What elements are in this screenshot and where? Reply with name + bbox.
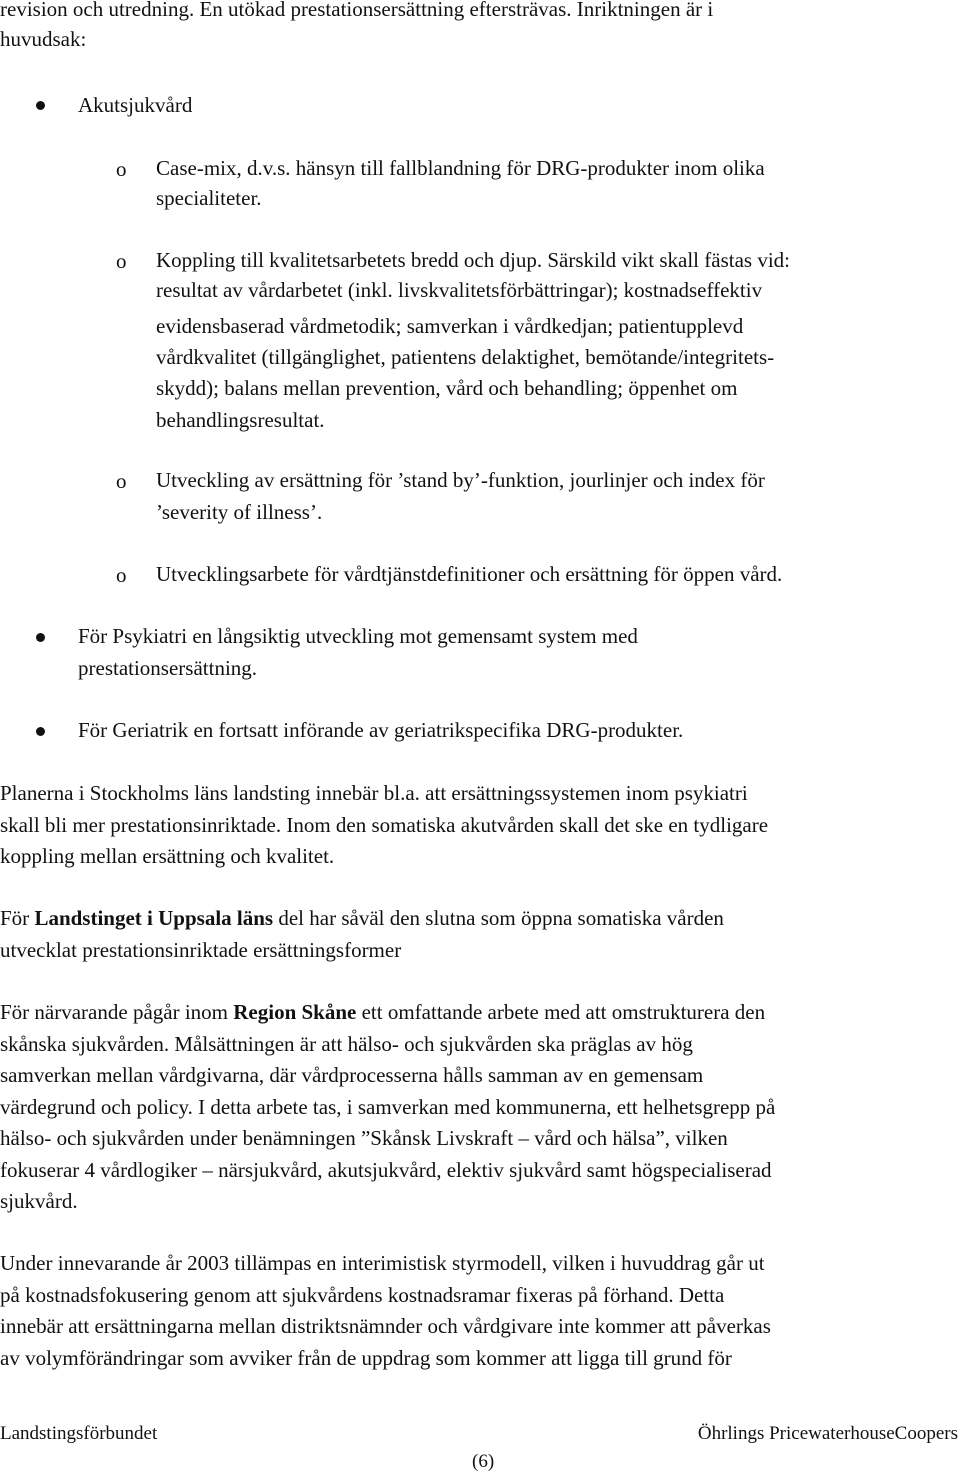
skane-line-3: samverkan mellan vårdgivarna, där vårdprocesserna hålls samman av en gemensam (0, 1063, 704, 1087)
sub-bullet-marker: o (116, 249, 127, 273)
bullet-dot (36, 633, 45, 642)
bullet-psykiatri-line-2: prestationsersättning. (78, 656, 258, 680)
subitem-koppling-line-2: resultat av vårdarbetet (inkl. livskvalitetsförbättringar); kostnadseffektiv (156, 278, 763, 302)
page-number: (6) (472, 1451, 495, 1472)
bullet-dot (36, 101, 45, 110)
footer-left: Landstingsförbundet (0, 1423, 158, 1444)
interim-line-1: Under innevarande år 2003 tillämpas en interimistisk styrmodell, vilken i huvuddrag går ut (0, 1251, 765, 1275)
stockholm-line-1: Planerna i Stockholms läns landsting innebär bl.a. att ersättningssystemen inom psykiatri (0, 781, 748, 805)
stockholm-line-3: koppling mellan ersättning och kvalitet. (0, 844, 335, 868)
interim-line-2: på kostnadsfokusering genom att sjukvårdens kostnadsramar fixeras på förhand. Detta (0, 1283, 725, 1307)
skane-line-7: sjukvård. (0, 1189, 78, 1213)
subitem-casemix-line-1: Case-mix, d.v.s. hänsyn till fallblandning för DRG-produkter inom olika (156, 156, 765, 180)
skane-line-5: hälso- och sjukvården under benämningen ”Skånsk Livskraft – vård och hälsa”, vilken (0, 1126, 728, 1150)
bullet-dot (36, 727, 45, 736)
bullet-geriatrik: För Geriatrik en fortsatt införande av geriatrikspecifika DRG-produkter. (78, 718, 684, 742)
subitem-koppling-line-6: behandlingsresultat. (156, 408, 325, 432)
subitem-koppling-line-5: skydd); balans mellan prevention, vård och behandling; öppenhet om (156, 376, 738, 400)
skane-line-4: värdegrund och policy. I detta arbete tas, i samverkan med kommunerna, ett helhetsgrepp på (0, 1095, 776, 1119)
skane-line-6: fokuserar 4 vårdlogiker – närsjukvård, akutsjukvård, elektiv sjukvård samt högspecialiserad (0, 1158, 772, 1182)
subitem-koppling-line-3: evidensbaserad vårdmetodik; samverkan i vårdkedjan; patientupplevd (156, 314, 744, 338)
sub-bullet-marker: o (116, 157, 127, 181)
uppsala-bold: Landstinget i Uppsala läns (34, 906, 274, 930)
subitem-utveckling-line-2: ’severity of illness’. (156, 500, 323, 524)
uppsala-line-1: För Landstinget i Uppsala läns del har såväl den slutna som öppna somatiska vården (0, 906, 724, 930)
footer-right: Öhrlings PricewaterhouseCoopers (697, 1423, 958, 1444)
sub-bullet-marker: o (116, 469, 127, 493)
intro-line-1: revision och utredning. En utökad prestationsersättning eftersträvas. Inriktningen är i (0, 0, 714, 21)
stockholm-line-2: skall bli mer prestationsinriktade. Inom den somatiska akutvården skall det ske en tydligare (0, 813, 769, 837)
subitem-koppling-line-1: Koppling till kvalitetsarbetets bredd och djup. Särskild vikt skall fästas vid: (156, 248, 790, 272)
subitem-koppling-line-4: vårdkvalitet (tillgänglighet, patientens delaktighet, bemötande/integritets- (156, 345, 775, 369)
skane-bold: Region Skåne (233, 1000, 357, 1024)
sub-bullet-marker: o (116, 563, 127, 587)
bullet-psykiatri-line-1: För Psykiatri en långsiktig utveckling mot gemensamt system med (78, 624, 638, 648)
skane-line-1: För närvarande pågår inom Region Skåne ett omfattande arbete med att omstrukturera den (0, 1000, 766, 1024)
intro-line-2: huvudsak: (0, 27, 87, 51)
bullet-akutsjukvard: Akutsjukvård (78, 93, 193, 117)
subitem-arbete-line-1: Utvecklingsarbete för vårdtjänstdefinitioner och ersättning för öppen vård. (156, 562, 783, 586)
interim-line-4: av volymförändringar som avviker från de uppdrag som kommer att ligga till grund för (0, 1346, 732, 1370)
uppsala-line-2: utvecklat prestationsinriktade ersättningsformer (0, 938, 402, 962)
subitem-casemix-line-2: specialiteter. (156, 186, 262, 210)
interim-line-3: innebär att ersättningarna mellan distriktsnämnder och vårdgivare inte kommer att påverkas (0, 1314, 771, 1338)
skane-line-2: skånska sjukvården. Målsättningen är att hälso- och sjukvården ska präglas av hög (0, 1032, 693, 1056)
subitem-utveckling-line-1: Utveckling av ersättning för ’stand by’-funktion, jourlinjer och index för (156, 468, 765, 492)
